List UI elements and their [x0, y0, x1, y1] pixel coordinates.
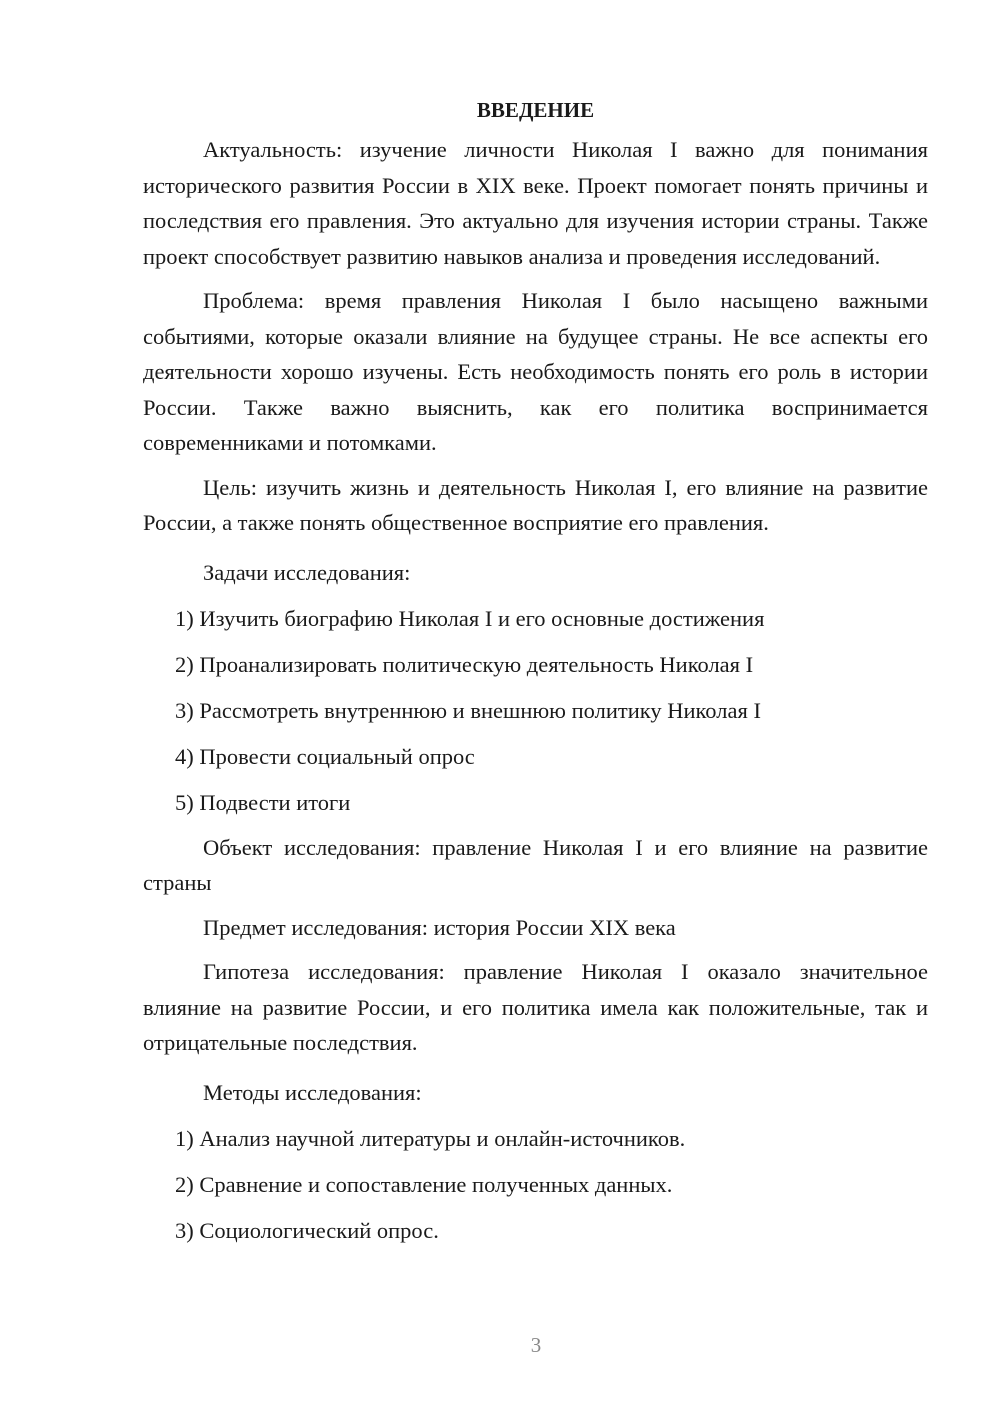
task-item: 2) Проанализировать политическую деятельность Николая I — [175, 651, 754, 677]
task-item: 1) Изучить биографию Николая I и его основные достижения — [175, 605, 765, 631]
task-item: 3) Рассмотреть внутреннюю и внешнюю политику Николая I — [175, 697, 761, 723]
task-item: 4) Провести социальный опрос — [175, 743, 475, 769]
tasks-label: Задачи исследования: — [203, 559, 411, 585]
method-item: 3) Социологический опрос. — [175, 1217, 439, 1243]
method-item: 1) Анализ научной литературы и онлайн-источников. — [175, 1125, 686, 1151]
problem-paragraph: Проблема: время правления Николая I было насыщено важными событиями, которые оказали влияние на будущее страны. Не все аспекты его деятельности хорошо изучены. Есть необходимость понять его роль в истории России. Также важно выяснить, как его политика воспринимается современниками и потомками. — [143, 288, 928, 455]
page-title: ВВЕДЕНИЕ — [476, 98, 595, 122]
document-page — [143, 96, 928, 1254]
object-paragraph: Объект исследования: правление Николая I и его влияние на развитие страны — [143, 834, 928, 895]
page-number: 3 — [530, 1333, 542, 1357]
hypothesis-paragraph: Гипотеза исследования: правление Николая I оказало значительное влияние на развитие России, и его политика имела как положительные, так и отрицательные последствия. — [143, 959, 928, 1055]
relevance-paragraph: Актуальность: изучение личности Николая I важно для понимания исторического развития России в XIX веке. Проект помогает понять причины и последствия его правления. Это актуально для изучения истории страны. Также проект способствует развитию навыков анализа и проведения исследований. — [143, 137, 928, 269]
task-item: 5) Подвести итоги — [175, 789, 351, 815]
goal-paragraph: Цель: изучить жизнь и деятельность Николая I, его влияние на развитие России, а также понять общественное восприятие его правления. — [143, 474, 928, 535]
method-item: 2) Сравнение и сопоставление полученных данных. — [175, 1171, 673, 1197]
methods-label: Методы исследования: — [203, 1079, 422, 1105]
subject-paragraph: Предмет исследования: история России XIX века — [203, 914, 676, 940]
